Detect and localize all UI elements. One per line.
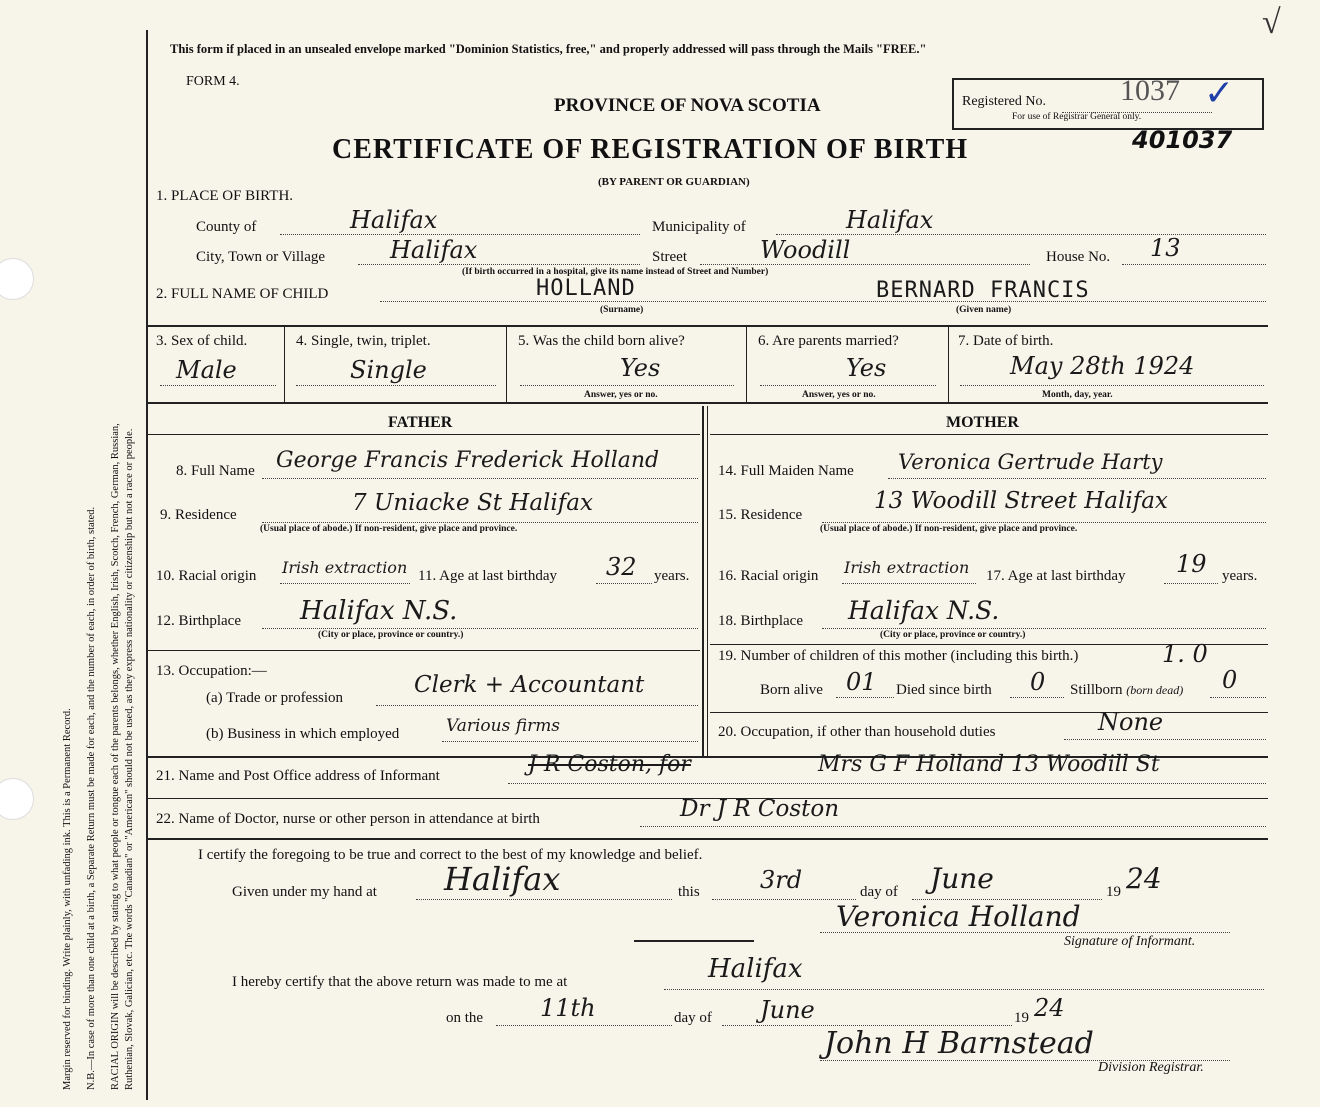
corner-check-icon: √ (1262, 4, 1281, 41)
father-residence-label: 9. Residence (160, 507, 237, 523)
mother-years-label: years. (1222, 568, 1258, 584)
side-note-4: Ruthenian, Slovak, Galician, etc. The words "Canadian" or "American" should not be used, as they express nationality or citizenship but not a race or people. (124, 428, 135, 1090)
surname-note: (Surname) (600, 305, 644, 315)
child-name-label: 2. FULL NAME OF CHILD (156, 286, 329, 302)
county-dotline (280, 234, 640, 235)
city-dotline (358, 264, 640, 265)
mother-residence-label: 15. Residence (718, 507, 803, 523)
given-year-prefix: 19 (1106, 884, 1121, 900)
street-label: Street (652, 249, 687, 265)
mother-heading: MOTHER (946, 414, 1019, 431)
father-race-dotline (280, 583, 410, 584)
birth-date-value: May 28th 1924 (1010, 352, 1195, 380)
informant-value: Mrs G F Holland 13 Woodill St (818, 752, 1160, 777)
rule-row3-top (148, 325, 1268, 327)
registered-note: For use of Registrar General only. (1012, 112, 1142, 122)
registered-box (952, 73, 1264, 130)
mother-race-label: 16. Racial origin (718, 568, 819, 584)
registered-label: Registered No. (962, 94, 1046, 109)
parents-divider-b (707, 406, 708, 756)
house-dotline (1122, 264, 1266, 265)
registrar-year-prefix: 19 (1014, 1010, 1029, 1026)
city-value: Halifax (390, 236, 478, 264)
given-place-value: Halifax (444, 860, 561, 898)
stillborn-dotline (1210, 697, 1266, 698)
married-value: Yes (846, 354, 887, 382)
stillborn-label: Stillborn (born dead) (1070, 682, 1184, 698)
registration-stamp: 401037 (1132, 126, 1233, 154)
registered-value: 1037 (1120, 74, 1180, 107)
row3-divider-4 (948, 326, 949, 402)
died-value: 0 (1030, 668, 1046, 696)
father-trade-label: (a) Trade or profession (206, 690, 344, 706)
registrar-day-dotline (496, 1025, 672, 1026)
mother-heading-rule (710, 434, 1268, 435)
province-heading: PROVINCE OF NOVA SCOTIA (554, 95, 821, 116)
house-value: 13 (1150, 234, 1181, 262)
stillborn-value: 0 (1222, 666, 1238, 694)
father-business-dotline (442, 741, 698, 742)
father-name-value: George Francis Frederick Holland (276, 448, 660, 473)
father-heading-rule (148, 434, 700, 435)
father-residence-note: (Usual place of abode.) If non-resident, give place and province. (260, 524, 518, 534)
born-alive-count-value: 01 (846, 668, 877, 696)
multiplicity-value: Single (350, 356, 427, 384)
father-name-dotline (262, 478, 698, 479)
certify-separator (634, 940, 754, 942)
given-day-dotline (712, 899, 856, 900)
mother-children-value: 1. 0 (1162, 640, 1208, 668)
father-race-value: Irish extraction (282, 558, 408, 577)
page-subtitle: (BY PARENT OR GUARDIAN) (598, 176, 750, 188)
punch-hole-bottom (0, 778, 34, 820)
informant-label: 21. Name and Post Office address of Informant (156, 768, 440, 784)
street-dotline (700, 264, 1030, 265)
mother-occupation-label: 20. Occupation, if other than household duties (718, 724, 996, 740)
multiplicity-label: 4. Single, twin, triplet. (296, 333, 431, 349)
house-label: House No. (1046, 249, 1111, 265)
county-label: County of (196, 219, 257, 235)
parents-divider-a (702, 406, 704, 756)
father-business-label: (b) Business in which employed (206, 726, 400, 742)
mother-birthplace-label: 18. Birthplace (718, 613, 803, 629)
mother-children-label: 19. Number of children of this mother (including this birth.) (718, 648, 1079, 664)
form-number: FORM 4. (186, 74, 240, 89)
row3-divider-1 (284, 326, 285, 402)
father-name-label: 8. Full Name (176, 463, 255, 479)
doctor-dotline (640, 826, 1266, 827)
mother-residence-dotline (822, 522, 1266, 523)
married-note: Answer, yes or no. (802, 390, 876, 400)
registrar-statement: I hereby certify that the above return was made to me at (232, 974, 568, 990)
registrar-signature: John H Barnstead (824, 1026, 1094, 1061)
mother-name-value: Veronica Gertrude Harty (898, 450, 1163, 474)
given-day-value: 3rd (760, 866, 803, 894)
mother-name-label: 14. Full Maiden Name (718, 463, 854, 479)
street-value: Woodill (760, 236, 851, 264)
born-alive-dotline (520, 385, 734, 386)
row3-divider-3 (746, 326, 747, 402)
father-business-value: Various firms (446, 716, 561, 736)
mother-birthplace-note: (City or place, province or country.) (880, 630, 1026, 640)
side-note-1: Margin reserved for binding. Write plainly, with unfading ink. This is a Permanent Record. (62, 708, 73, 1090)
father-age-value: 32 (606, 553, 637, 581)
father-age-dotline (596, 583, 652, 584)
child-given-name: BERNARD FRANCIS (876, 278, 1090, 303)
registrar-month-value: June (760, 996, 815, 1024)
certify-statement: I certify the foregoing to be true and correct to the best of my knowledge and belief. (198, 847, 703, 863)
informant-signature-label: Signature of Informant. (1064, 934, 1196, 949)
born-alive-value: Yes (620, 354, 661, 382)
rule-certify-top (148, 838, 1268, 840)
father-race-label: 10. Racial origin (156, 568, 257, 584)
registrar-place-value: Halifax (708, 954, 803, 984)
informant-struck-text: J R Coston, for (528, 752, 691, 777)
informant-dotline (508, 783, 1266, 784)
born-alive-note: Answer, yes or no. (584, 390, 658, 400)
born-alive-count-label: Born alive (760, 682, 823, 698)
hospital-note: (If birth occurred in a hospital, give its name instead of Street and Number) (462, 267, 769, 277)
father-residence-value: 7 Uniacke St Halifax (352, 490, 593, 516)
mother-occupation-rule (710, 712, 1268, 713)
registrar-signature-label: Division Registrar. (1098, 1060, 1204, 1075)
father-occupation-label: 13. Occupation:— (156, 663, 267, 679)
city-label: City, Town or Village (196, 249, 326, 265)
married-label: 6. Are parents married? (758, 333, 899, 349)
county-value: Halifax (350, 206, 438, 234)
registrar-day-value: 11th (540, 994, 596, 1022)
side-note-3: RACIAL ORIGIN will be described by stating to what people or tongue each of the parents belongs, whether English, Irish, Scotch, French, German, Russian, (110, 423, 121, 1090)
father-occupation-rule (148, 650, 700, 651)
informant-signature: Veronica Holland (836, 900, 1081, 933)
given-day-of-label: day of (860, 884, 898, 900)
father-years-label: years. (654, 568, 690, 584)
municipality-value: Halifax (846, 206, 934, 234)
given-month-value: June (930, 862, 994, 895)
sex-label: 3. Sex of child. (156, 333, 248, 349)
father-birthplace-note: (City or place, province or country.) (318, 630, 464, 640)
mother-race-dotline (842, 583, 976, 584)
birth-date-label: 7. Date of birth. (958, 333, 1054, 349)
mother-age-label: 17. Age at last birthday (986, 568, 1126, 584)
registrar-place-dotline (664, 989, 1264, 990)
given-place-dotline (416, 899, 672, 900)
row3-divider-2 (506, 326, 507, 402)
given-this-label: this (678, 884, 700, 900)
father-residence-dotline (262, 522, 698, 523)
father-birthplace-dotline (262, 628, 698, 629)
registrar-day-of-label: day of (674, 1010, 712, 1026)
father-age-label: 11. Age at last birthday (418, 568, 557, 584)
born-alive-label: 5. Was the child born alive? (518, 333, 685, 349)
mother-race-value: Irish extraction (844, 558, 970, 577)
sex-value: Male (176, 356, 237, 384)
child-name-dotline (380, 301, 1266, 302)
mother-age-value: 19 (1176, 550, 1207, 578)
registrar-on-label: on the (446, 1010, 484, 1026)
mother-birthplace-dotline (822, 628, 1266, 629)
municipality-label: Municipality of (652, 219, 746, 235)
mother-name-dotline (888, 478, 1266, 479)
died-label: Died since birth (896, 682, 992, 698)
father-trade-value: Clerk + Accountant (414, 672, 645, 698)
registrar-year-value: 24 (1034, 994, 1065, 1022)
sex-dotline (160, 385, 276, 386)
mother-birthplace-value: Halifax N.S. (848, 596, 1000, 625)
multiplicity-dotline (296, 385, 496, 386)
binding-margin-rule (146, 30, 148, 1100)
married-dotline (760, 385, 936, 386)
birth-date-dotline (960, 385, 1264, 386)
mother-residence-note: (Usual place of abode.) If non-resident, give place and province. (820, 524, 1078, 534)
punch-hole-top (0, 258, 34, 300)
mother-occupation-value: None (1098, 708, 1164, 736)
father-heading: FATHER (388, 414, 453, 431)
given-year-value: 24 (1126, 862, 1162, 895)
given-under-hand-label: Given under my hand at (232, 884, 377, 900)
doctor-value: Dr J R Coston (680, 796, 840, 822)
child-surname: HOLLAND (536, 276, 636, 301)
died-dotline (1010, 697, 1064, 698)
mother-occupation-dotline (1064, 739, 1266, 740)
father-birthplace-label: 12. Birthplace (156, 613, 241, 629)
born-alive-count-dotline (836, 697, 894, 698)
mother-residence-value: 13 Woodill Street Halifax (874, 488, 1168, 514)
father-birthplace-value: Halifax N.S. (300, 596, 458, 626)
rule-parents-top (148, 402, 1268, 404)
given-note: (Given name) (956, 305, 1012, 315)
page-title: CERTIFICATE OF REGISTRATION OF BIRTH (332, 134, 969, 165)
mother-age-dotline (1164, 583, 1218, 584)
check-mark-icon: ✓ (1204, 73, 1235, 113)
place-heading: 1. PLACE OF BIRTH. (156, 188, 294, 204)
side-note-2: N.B.—In case of more than one child at a birth, a Separate Return must be made for each, and the number of each, in order of birth, stated. (86, 506, 97, 1090)
father-trade-dotline (376, 705, 698, 706)
municipality-dotline (776, 234, 1266, 235)
mail-notice: This form if placed in an unsealed envelope marked "Dominion Statistics, free," and properly addressed will pass through the Mails "FREE." (170, 42, 927, 56)
doctor-label: 22. Name of Doctor, nurse or other person in attendance at birth (156, 811, 540, 827)
birth-date-note: Month, day, year. (1042, 390, 1113, 400)
